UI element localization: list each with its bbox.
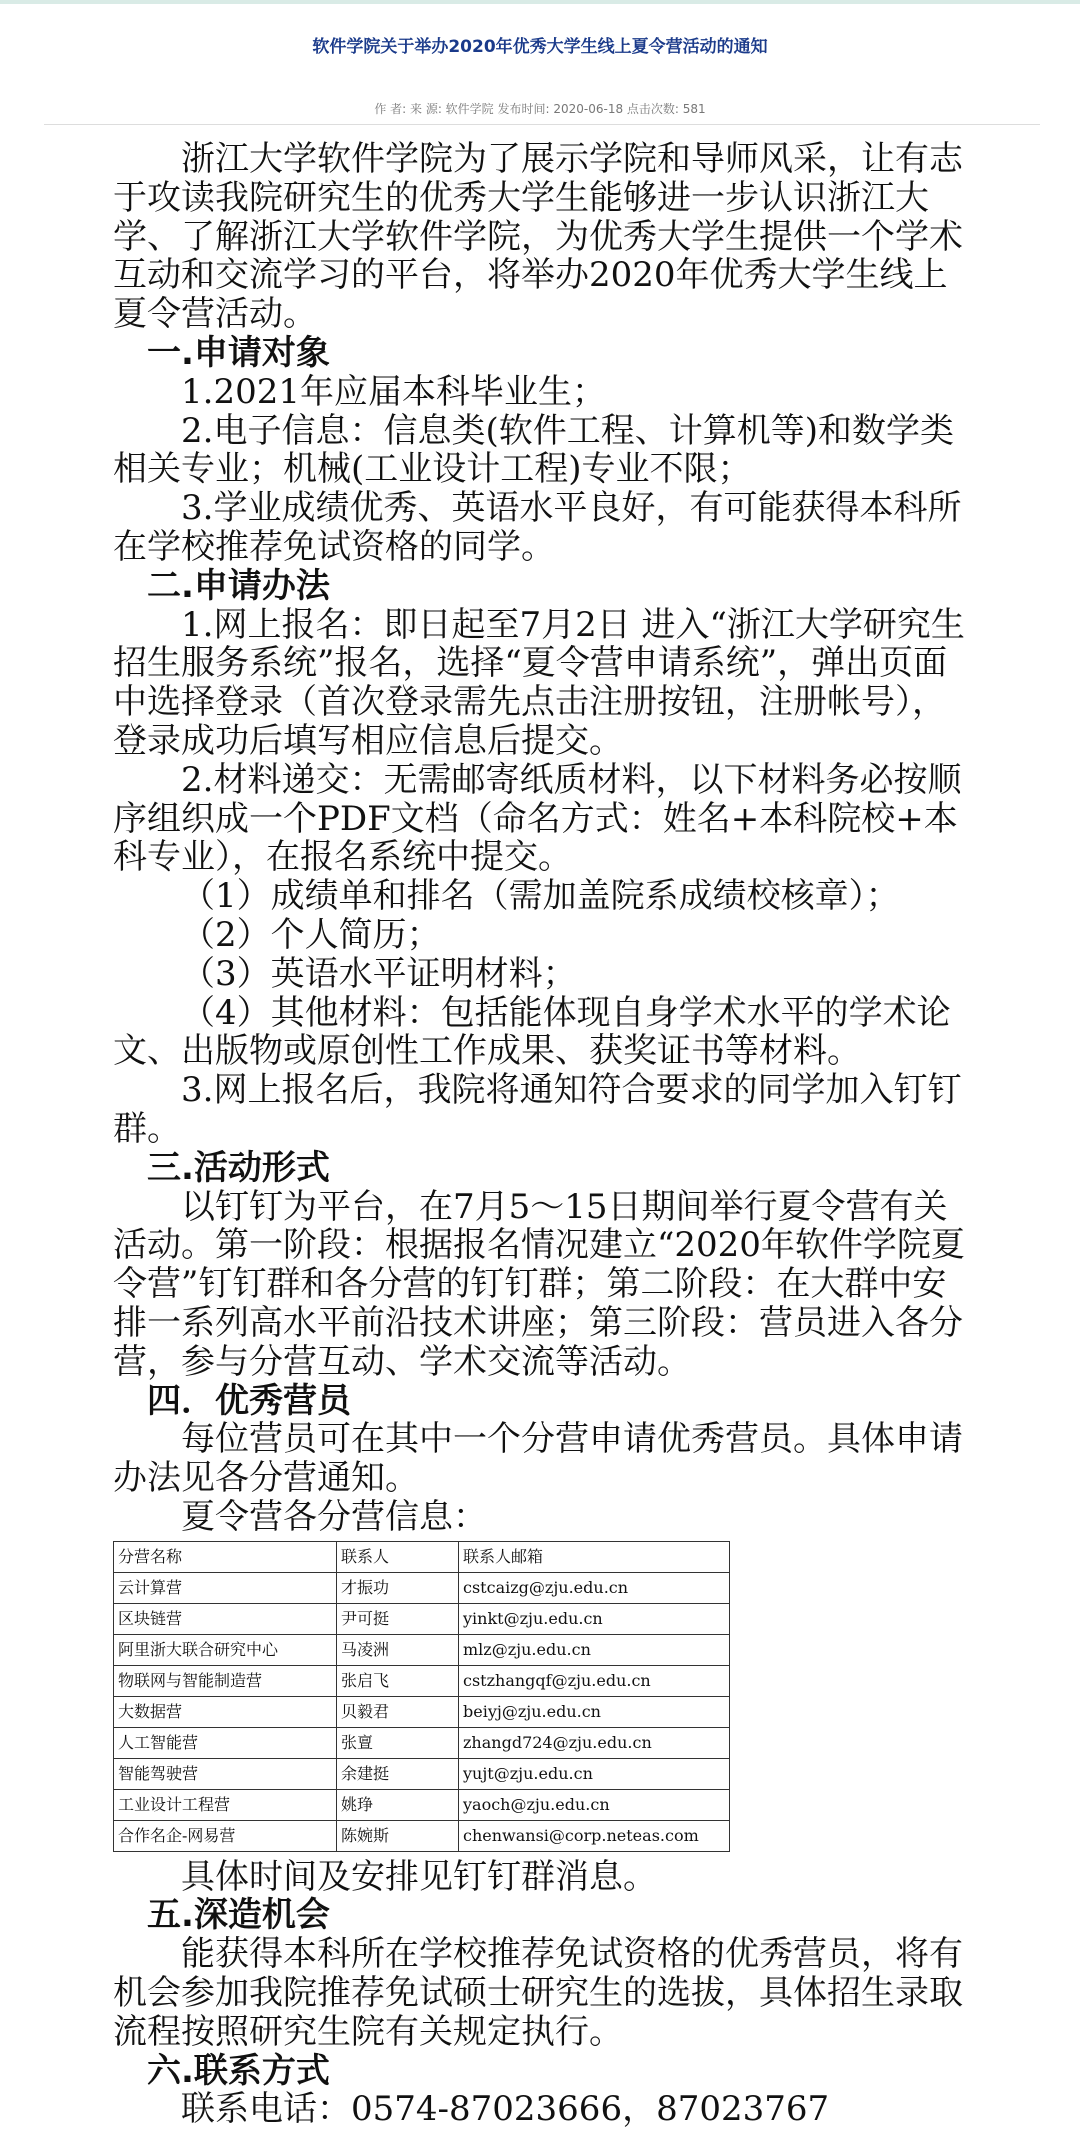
table-cell-contact: 贝毅君: [337, 1696, 459, 1727]
article-body: [113, 140, 973, 2129]
table-cell-contact: 余建挺: [337, 1758, 459, 1789]
table-cell-camp: 合作名企-网易营: [114, 1820, 337, 1851]
table-row: [114, 1820, 730, 1851]
application-item: 3.网上报名后，我院将通知符合要求的同学加入钉钉群。: [113, 1070, 962, 1149]
table-cell-camp: 阿里浙大联合研究中心: [114, 1634, 337, 1665]
application-item: 2.材料递交：无需邮寄纸质材料，以下材料务必按顺序组织成一个PDF文档（命名方式：姓名+本科院校+本科专业），在报名系统中提交。: [113, 759, 962, 878]
table-cell-camp: 人工智能营: [114, 1727, 337, 1758]
table-cell-contact: 张启飞: [337, 1665, 459, 1696]
table-row: [114, 1727, 730, 1758]
table-header-cell: 分营名称: [114, 1541, 337, 1572]
table-cell-contact: 马凌洲: [337, 1634, 459, 1665]
table-row: [114, 1696, 730, 1727]
table-row: [114, 1634, 730, 1665]
contact-paragraph: 联系电话：0574-87023666，87023767: [181, 2089, 830, 2129]
table-cell-email: yujt@zju.edu.cn: [459, 1758, 730, 1789]
applicant-item: 2.电子信息：信息类(软件工程、计算机等)和数学类相关专业；机械(工业设计工程)专业不限；: [113, 410, 954, 490]
table-row: [114, 1665, 730, 1696]
table-header-cell: 联系人: [337, 1541, 459, 1572]
material-item: （2）个人简历；: [181, 914, 441, 955]
table-header-cell: 联系人邮箱: [459, 1541, 730, 1572]
applicant-item: 3.学业成绩优秀、英语水平良好，有可能获得本科所在学校推荐免试资格的同学。: [113, 488, 962, 567]
table-cell-email: cstcaizg@zju.edu.cn: [459, 1572, 730, 1603]
table-cell-camp: 物联网与智能制造营: [114, 1665, 337, 1696]
intro-paragraph: 浙江大学软件学院为了展示学院和导师风采，让有志于攻读我院研究生的优秀大学生能够进一步认识浙江大学、了解浙江大学软件学院，为优秀大学生提供一个学术互动和交流学习的平台，将举办2020年优秀大学生线上夏令营活动。: [113, 139, 963, 335]
table-row: [114, 1789, 730, 1820]
table-intro: 夏令营各分营信息：: [181, 1496, 487, 1537]
section-heading-format: 三.活动形式: [147, 1147, 330, 1188]
table-cell-camp: 云计算营: [114, 1572, 337, 1603]
table-cell-contact: 张亶: [337, 1727, 459, 1758]
table-cell-contact: 陈婉斯: [337, 1820, 459, 1851]
article-meta: 作 者: 来 源: 软件学院 发布时间: 2020-06-18 点击次数: 581: [374, 102, 706, 116]
section-heading-contact: 六.联系方式: [147, 2050, 330, 2091]
table-row: [114, 1603, 730, 1634]
table-cell-email: beiyj@zju.edu.cn: [459, 1696, 730, 1727]
table-header-row: [114, 1541, 730, 1572]
application-item: 1.网上报名：即日起至7月2日 进入“浙江大学研究生招生服务系统”报名，选择“夏令营申请系统”，弹出页面中选择登录（首次登录需先点击注册按钮，注册帐号），登录成功后填写相应信息后提交。: [113, 604, 965, 761]
table-cell-email: yaoch@zju.edu.cn: [459, 1789, 730, 1820]
opportunity-paragraph: 能获得本科所在学校推荐免试资格的优秀营员，将有机会参加我院推荐免试硕士研究生的选拔，具体招生录取流程按照研究生院有关规定执行。: [113, 1934, 963, 2052]
table-cell-email: zhangd724@zju.edu.cn: [459, 1727, 730, 1758]
section-heading-opportunity: 五.深造机会: [147, 1895, 330, 1936]
table-cell-email: chenwansi@corp.neteas.com: [459, 1820, 730, 1851]
table-row: [114, 1758, 730, 1789]
table-cell-camp: 区块链营: [114, 1603, 337, 1634]
table-cell-contact: 姚琤: [337, 1789, 459, 1820]
applicant-item: 1.2021年应届本科毕业生；: [181, 371, 606, 412]
excellent-paragraph: 每位营员可在其中一个分营申请优秀营员。具体申请办法见各分营通知。: [113, 1419, 963, 1499]
table-cell-contact: 才振功: [337, 1572, 459, 1603]
format-paragraph: 以钉钉为平台，在7月5～15日期间举行夏令营有关活动。第一阶段：根据报名情况建立“2020年软件学院夏令营”钉钉群和各分营的钉钉群；第二阶段：在大群中安排一系列高水平前沿技术讲座；第三阶段：营员进入各分营，参与分营互动、学术交流等活动。: [113, 1186, 965, 1382]
material-item: （3）英语水平证明材料；: [181, 953, 577, 994]
camp-table: [113, 1541, 730, 1852]
material-item: （1）成绩单和排名（需加盖院系成绩校核章）；: [181, 876, 900, 917]
section-heading-applicants: 一.申请对象: [147, 332, 330, 373]
table-cell-email: yinkt@zju.edu.cn: [459, 1603, 730, 1634]
after-table-note: 具体时间及安排见钉钉群消息。: [181, 1856, 657, 1897]
section-heading-excellent: 四．优秀营员: [147, 1380, 351, 1421]
table-cell-email: cstzhangqf@zju.edu.cn: [459, 1665, 730, 1696]
table-cell-camp: 工业设计工程营: [114, 1789, 337, 1820]
header-divider: [44, 124, 1040, 125]
material-item: （4）其他材料：包括能体现自身学术水平的学术论文、出版物或原创性工作成果、获奖证书等材料。: [113, 992, 951, 1072]
top-accent-line: [0, 0, 1080, 4]
table-row: [114, 1572, 730, 1603]
page-title: 软件学院关于举办2020年优秀大学生线上夏令营活动的通知: [312, 37, 768, 57]
table-cell-camp: 智能驾驶营: [114, 1758, 337, 1789]
table-cell-email: mlz@zju.edu.cn: [459, 1634, 730, 1665]
table-cell-camp: 大数据营: [114, 1696, 337, 1727]
section-heading-application: 二.申请办法: [147, 565, 330, 606]
table-cell-contact: 尹可挺: [337, 1603, 459, 1634]
